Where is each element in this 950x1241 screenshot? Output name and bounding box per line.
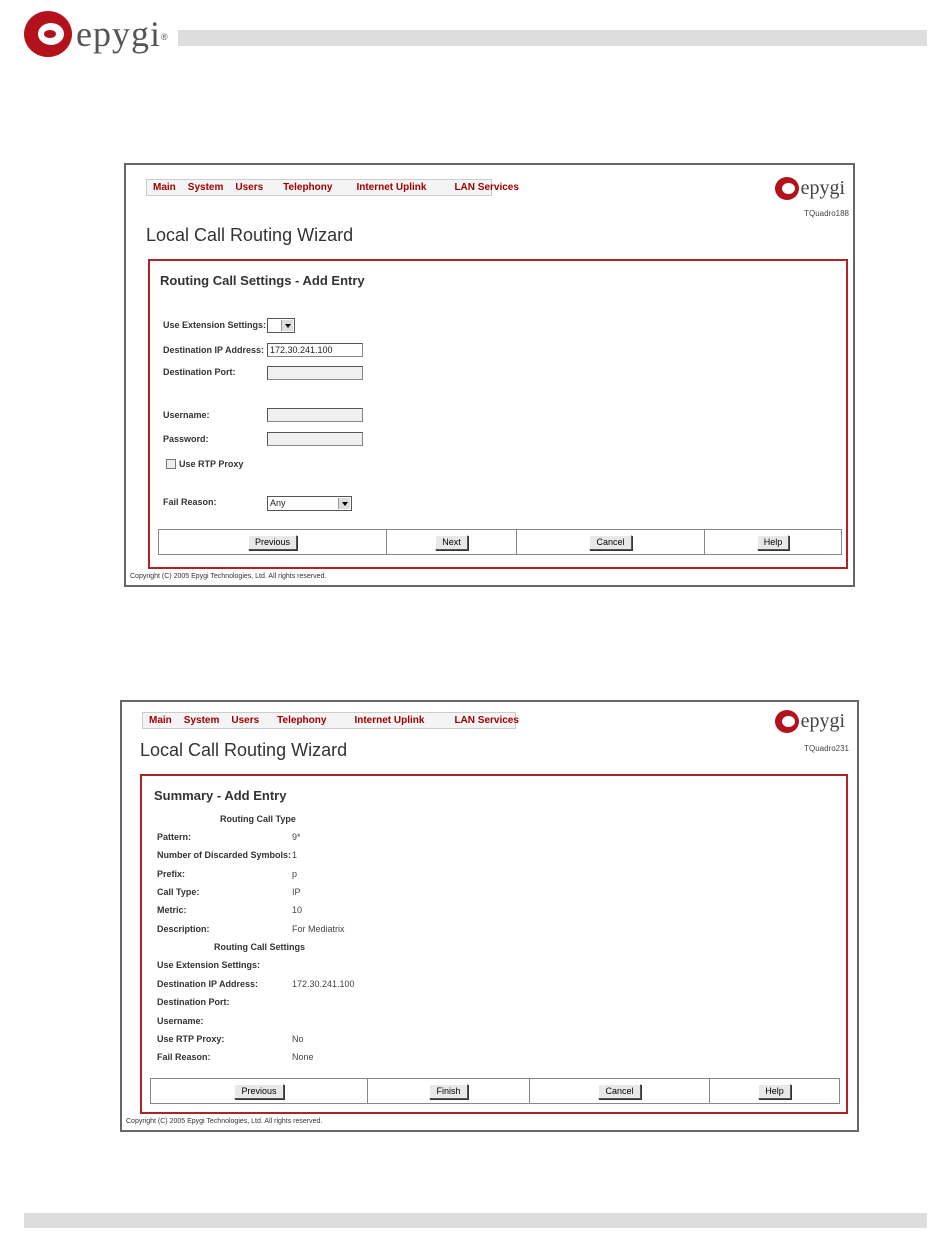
epygi-logo [775, 710, 845, 733]
username-input[interactable] [267, 408, 363, 422]
finish-cell [368, 1079, 530, 1103]
summary-value: IP [292, 887, 301, 897]
cancel-button[interactable]: Cancel [589, 535, 631, 550]
summary-label: Prefix: [157, 869, 186, 879]
summary-value: For Mediatrix [292, 924, 345, 934]
cancel-cell [517, 530, 705, 554]
summary-label: Username: [157, 1016, 204, 1026]
summary-value: 1 [292, 850, 298, 860]
main-menu [142, 712, 519, 729]
menu-item-telephony[interactable]: Telephony [277, 715, 327, 726]
panel-title: Routing Call Settings - Add Entry [160, 273, 365, 288]
summary-value: None [292, 1052, 314, 1062]
use-extension-label: Use Extension Settings: [163, 320, 267, 330]
button-row [150, 1078, 840, 1104]
summary-label: Description: [157, 924, 210, 934]
help-button[interactable]: Help [758, 1084, 791, 1099]
screenshot-routing-settings [124, 163, 855, 587]
fail-reason-select[interactable]: Any [267, 496, 352, 511]
previous-button[interactable]: Previous [248, 535, 297, 550]
dropdown-arrow-icon [281, 320, 293, 331]
summary-label: Fail Reason: [157, 1052, 211, 1062]
previous-button[interactable]: Previous [234, 1084, 283, 1099]
copyright: Copyright (C) 2005 Epygi Technologies, Ltd. All rights reserved. [130, 573, 327, 580]
logo-text: epygi [800, 177, 845, 199]
finish-button[interactable]: Finish [429, 1084, 467, 1099]
dest-port-input[interactable] [267, 366, 363, 380]
epygi-logo-icon [775, 177, 799, 200]
dest-port-label: Destination Port: [163, 367, 236, 377]
summary-value: 172.30.241.100 [292, 979, 355, 989]
menu-item-main[interactable]: Main [153, 182, 176, 193]
dest-ip-input[interactable]: 172.30.241.100 [267, 343, 363, 357]
section-routing-call-settings: Routing Call Settings [214, 942, 305, 952]
section-routing-call-type: Routing Call Type [220, 814, 296, 824]
fail-reason-label: Fail Reason: [163, 497, 217, 507]
menu-item-lan-services[interactable]: LAN Services [454, 182, 519, 193]
summary-value: p [292, 869, 298, 879]
summary-label: Use Extension Settings: [157, 960, 261, 970]
brand-name: epygi [76, 14, 161, 54]
menu-item-system[interactable]: System [183, 715, 220, 726]
footer-bar [24, 1213, 927, 1228]
summary-label: Call Type: [157, 887, 200, 897]
summary-value: No [292, 1034, 304, 1044]
wizard-panel [148, 259, 848, 569]
menu-item-telephony[interactable]: Telephony [283, 182, 333, 193]
summary-label: Metric: [157, 905, 187, 915]
cancel-cell [530, 1079, 710, 1103]
summary-label: Pattern: [157, 832, 192, 842]
page-title: Local Call Routing Wizard [140, 740, 348, 760]
summary-value: 9* [292, 832, 301, 842]
summary-value: 10 [292, 905, 303, 915]
device-model: TQuadro231 [804, 744, 849, 753]
help-cell [705, 530, 841, 554]
registered-mark: ® [160, 32, 168, 42]
screenshot-summary [120, 700, 859, 1132]
help-cell [710, 1079, 839, 1103]
panel-title: Summary - Add Entry [154, 788, 287, 803]
dest-ip-label: Destination IP Address: [163, 345, 265, 355]
password-input[interactable] [267, 432, 363, 446]
summary-label: Destination IP Address: [157, 979, 259, 989]
previous-cell [151, 1079, 368, 1103]
rtp-proxy-checkbox[interactable] [166, 459, 176, 469]
previous-cell [159, 530, 387, 554]
menu-item-internet-uplink[interactable]: Internet Uplink [354, 715, 425, 726]
logo-text: epygi [800, 710, 845, 732]
copyright: Copyright (C) 2005 Epygi Technologies, Ltd. All rights reserved. [126, 1118, 323, 1125]
next-cell [387, 530, 517, 554]
rtp-proxy-label: Use RTP Proxy [179, 459, 244, 469]
summary-label: Number of Discarded Symbols: [157, 850, 292, 860]
menu-item-users[interactable]: Users [231, 715, 260, 726]
epygi-logo [775, 177, 845, 200]
menu-item-lan-services[interactable]: LAN Services [454, 715, 519, 726]
main-menu [146, 179, 519, 196]
epygi-logo-icon [24, 11, 72, 57]
use-extension-select[interactable] [267, 318, 295, 333]
menu-item-internet-uplink[interactable]: Internet Uplink [356, 182, 427, 193]
menu-item-main[interactable]: Main [149, 715, 172, 726]
dropdown-arrow-icon [338, 498, 350, 509]
epygi-logo-icon [775, 710, 799, 733]
page-title: Local Call Routing Wizard [146, 225, 354, 245]
device-model: TQuadro188 [804, 209, 849, 218]
next-button[interactable]: Next [435, 535, 468, 550]
rtp-proxy-row[interactable] [166, 459, 243, 469]
header-bar [178, 30, 927, 46]
summary-label: Destination Port: [157, 997, 230, 1007]
epygi-brand [24, 10, 168, 58]
password-label: Password: [163, 434, 209, 444]
button-row [158, 529, 842, 555]
summary-label: Use RTP Proxy: [157, 1034, 225, 1044]
cancel-button[interactable]: Cancel [598, 1084, 640, 1099]
username-label: Username: [163, 410, 210, 420]
menu-item-users[interactable]: Users [235, 182, 264, 193]
menu-item-system[interactable]: System [187, 182, 224, 193]
help-button[interactable]: Help [757, 535, 790, 550]
summary-panel [140, 774, 848, 1114]
